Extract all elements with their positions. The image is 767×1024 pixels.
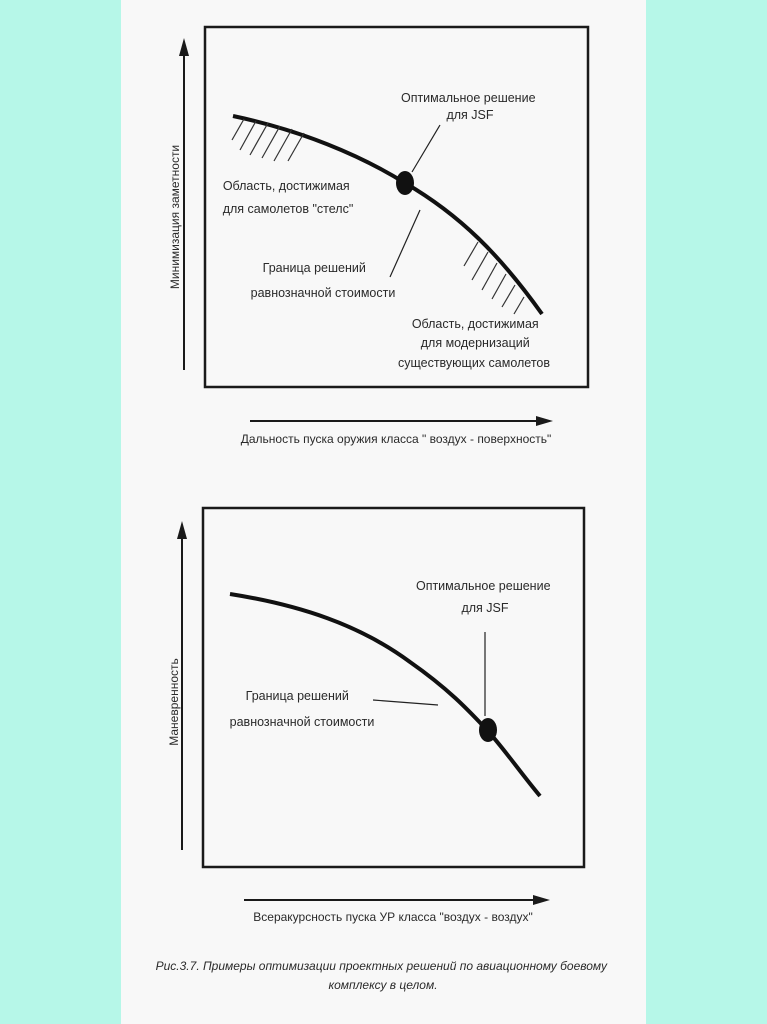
diagram-1 — [168, 27, 588, 446]
diagram-1-optimal-point — [396, 171, 414, 195]
diagram-1-y-arrowhead — [179, 38, 189, 56]
diagram-2-optimal-label: Оптимальное решение для JSF — [415, 579, 551, 615]
diagram-1-optimal-label: Оптимальное решение для JSF — [400, 91, 536, 122]
diagram-2-x-arrowhead — [533, 895, 550, 905]
diagram-1-optimal-leader — [412, 125, 440, 172]
diagram-1-stealth-region-label: Область, достижимая для самолетов "стелс" — [222, 179, 354, 216]
diagram-2-boundary-leader — [373, 700, 438, 705]
diagram-1-x-arrowhead — [536, 416, 553, 426]
diagram-1-boundary-leader — [390, 210, 420, 277]
diagram-2-optimal-point — [479, 718, 497, 742]
diagram-2-y-arrowhead — [177, 521, 187, 539]
diagram-2-frame — [203, 508, 584, 867]
diagram-2-boundary-label: Граница решений равнозначной стоимости — [229, 689, 375, 729]
diagram-2 — [167, 508, 584, 924]
diagram-1-x-axis-label: Дальность пуска оружия класса " воздух - поверхность" — [240, 432, 552, 446]
diagram-2-x-axis-label: Всеракурсность пуска УР класса "воздух - воздух" — [253, 910, 533, 924]
figure-caption: Рис.3.7. Примеры оптимизации проектных решений по авиационному боевому комплексу в целом. — [155, 959, 608, 992]
diagram-2-y-axis-label: Маневренность — [167, 658, 181, 746]
diagram-1-modernization-region-label: Область, достижимая для модернизаций существующих самолетов — [397, 317, 551, 370]
diagram-1-boundary-label: Граница решений равнозначной стоимости — [250, 261, 396, 300]
diagram-1-y-axis-label: Минимизация заметности — [168, 144, 182, 290]
